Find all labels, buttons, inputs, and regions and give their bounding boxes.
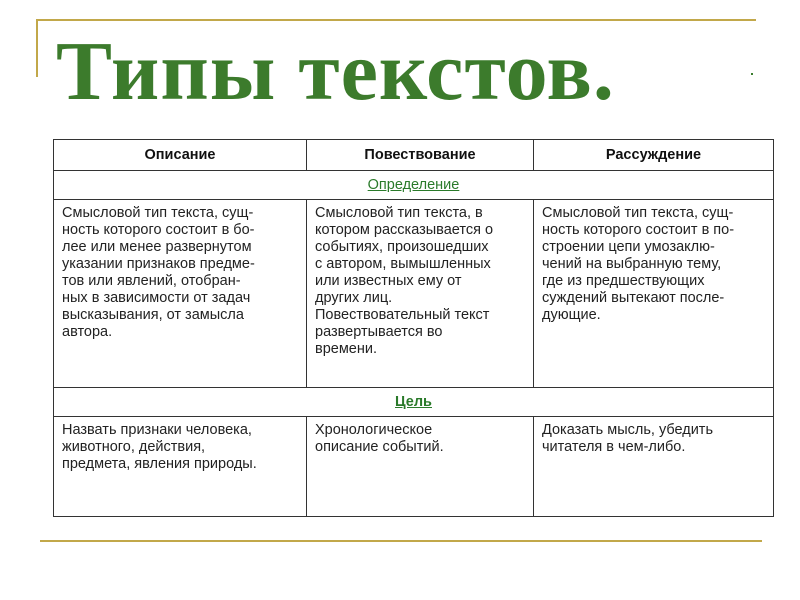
column-header-narration: Повествование (307, 140, 534, 171)
cell-definition-narration: Смысловой тип текста, в котором рассказывается о событиях, произошедших с автором, вымышленных или известных ему от других лиц. Повествовательный текст развертывается во времени. (307, 200, 534, 388)
decorative-top-rule (36, 19, 756, 21)
cell-goal-description: Назвать признаки человека, животного, действия, предмета, явления природы. (54, 417, 307, 517)
cell-definition-description: Смысловой тип текста, сущ- ность которого состоит в бо- лее или менее развернутом указании признаков предме- тов или явлений, отобран- ных в зависимости от задач высказывания, от замысла автора. (54, 200, 307, 388)
table-row-goal (54, 417, 774, 517)
column-header-reasoning: Рассуждение (534, 140, 774, 171)
section-row-goal (54, 388, 774, 417)
text-types-table (53, 139, 774, 517)
page-title: Типы текстов. (56, 25, 615, 118)
header-row (54, 140, 774, 171)
column-header-description: Описание (54, 140, 307, 171)
section-row-definition (54, 171, 774, 200)
decorative-dot (751, 73, 753, 75)
table-row-definition (54, 200, 774, 388)
cell-goal-reasoning: Доказать мысль, убедить читателя в чем-либо. (534, 417, 774, 517)
cell-definition-reasoning: Смысловой тип текста, сущ- ность которого состоит в по- строении цепи умозаклю- чений на выбранную тему, где из предшествующих суждений вытекают после- дующие. (534, 200, 774, 388)
decorative-bottom-rule (40, 540, 762, 542)
decorative-left-rule (36, 19, 38, 77)
cell-goal-narration: Хронологическое описание событий. (307, 417, 534, 517)
section-label-goal: Цель (54, 388, 774, 417)
section-label-definition: Определение (54, 171, 774, 200)
